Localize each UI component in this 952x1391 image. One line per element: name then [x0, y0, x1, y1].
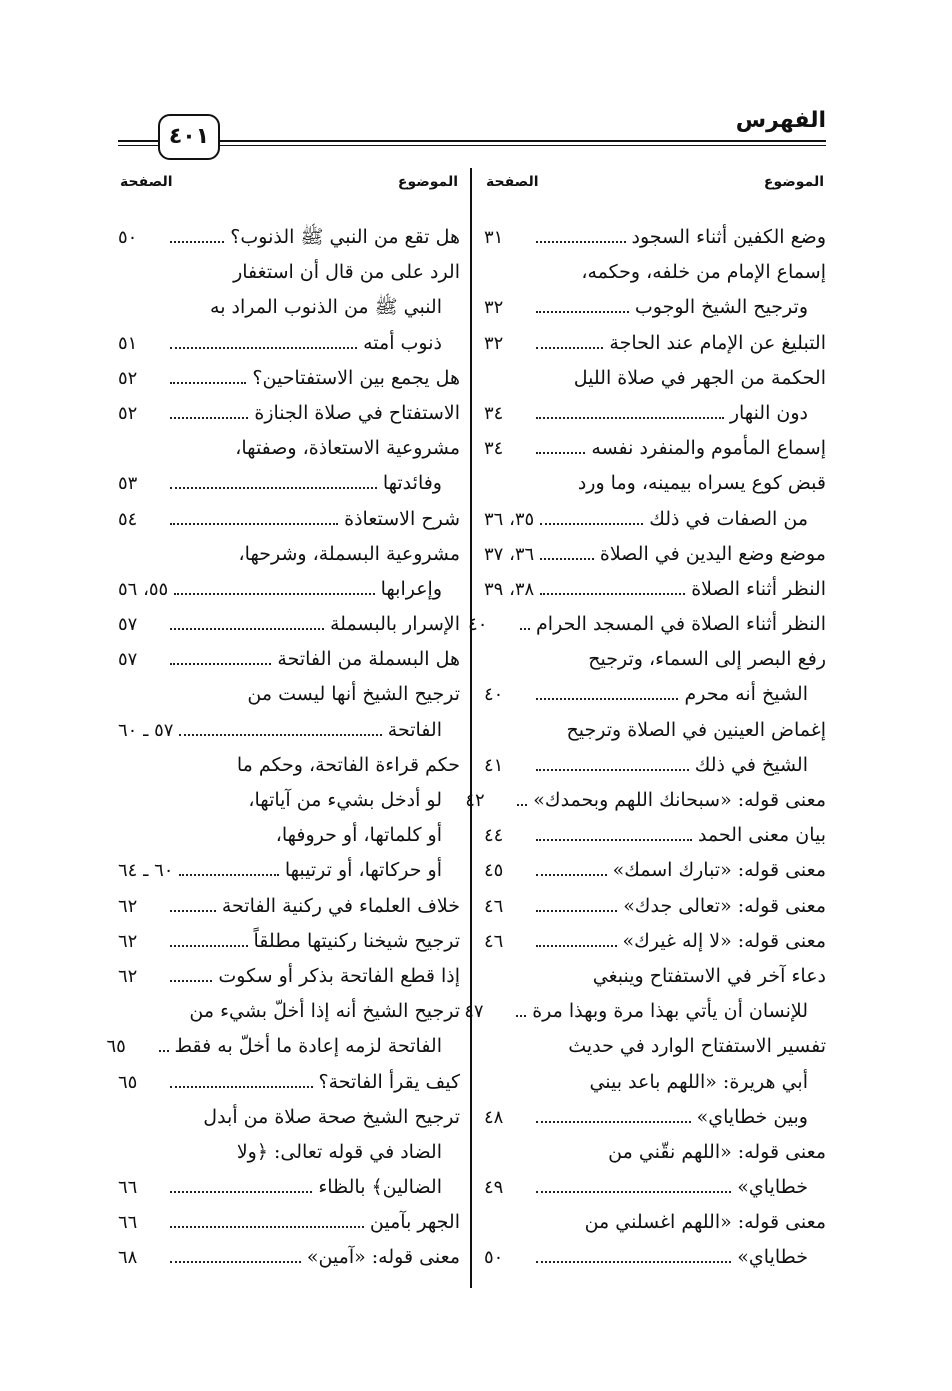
entry-line: [118, 677, 460, 712]
dot-leader: [170, 1226, 364, 1228]
dot-leader: [536, 698, 678, 700]
entry-topic-text: وضع الكفين أثناء السجود: [631, 226, 826, 248]
entry-line: [484, 642, 826, 677]
entry-topic-text: مشروعية الاستعاذة، وصفتها،: [235, 437, 460, 460]
entry-line: [118, 572, 460, 607]
dot-leader: [179, 734, 381, 736]
dot-leader: [170, 1261, 301, 1263]
entry-line: [118, 220, 460, 255]
entry-topic-text: خلاف العلماء في ركنية الفاتحة: [221, 894, 460, 917]
entry-line: [484, 220, 826, 255]
entry-topic-text: وفائدتها: [382, 472, 442, 495]
entry-line: [484, 255, 826, 290]
index-entry: [118, 889, 460, 924]
right-entry-list: [464, 220, 826, 1276]
entry-page-number: ٥٧ ـ ٦٠: [118, 719, 174, 741]
entry-line: [484, 853, 826, 888]
index-entry: [118, 1100, 460, 1206]
entry-topic-text: الضاد في قوله تعالى: ﴿ولا: [236, 1140, 442, 1163]
dot-leader: [540, 593, 685, 595]
index-entry: [118, 607, 460, 642]
entry-topic-text: ترجيح الشيخ أنه إذا أخلّ بشيء من: [189, 1000, 460, 1023]
index-entry: [118, 396, 460, 431]
index-entry: [118, 537, 460, 607]
entry-topic-text: الاستفتاح في صلاة الجنازة: [254, 401, 460, 424]
entry-line: [118, 783, 460, 818]
entry-topic-text: دعاء آخر في الاستفتاح وينبغي: [592, 964, 826, 987]
dot-leader: [174, 593, 374, 595]
entry-line: [484, 748, 826, 783]
entry-topic-text: إسماع الإمام من خلفه، وحكمه،: [581, 261, 826, 284]
entry-topic-text: من الصفات في ذلك: [649, 507, 808, 530]
entry-page-number: ٦٥: [106, 1036, 126, 1058]
entry-topic-text: وبين خطاياي»: [696, 1105, 808, 1128]
dot-leader: [159, 1050, 169, 1052]
entry-line: [484, 466, 826, 501]
entry-line: [484, 959, 826, 994]
entry-topic-text: كيف يقرأ الفاتحة؟: [318, 1070, 460, 1093]
column-divider: [470, 168, 472, 1288]
index-entry: [484, 431, 826, 466]
entry-line: [484, 537, 826, 572]
entry-page-number: ٥٢: [118, 402, 138, 424]
entry-line: [484, 1065, 826, 1100]
index-entry: [465, 783, 826, 818]
entry-topic-text: أو حركاتها، أو ترتيبها: [284, 859, 442, 882]
dot-leader: [536, 874, 607, 876]
entry-page-number: ٤٦: [484, 930, 504, 952]
entry-page-number: ٣٤: [484, 402, 504, 424]
index-entry: [118, 677, 460, 747]
entry-line: [118, 431, 460, 466]
entry-topic-text: التبليغ عن الإمام عند الحاجة: [609, 331, 826, 354]
entry-line: [118, 1240, 460, 1275]
dot-leader: [170, 347, 357, 349]
entry-line: [484, 572, 826, 607]
index-entry: [484, 642, 826, 712]
index-entry: [484, 466, 826, 536]
entry-line: [118, 748, 460, 783]
entry-line: [484, 1100, 826, 1135]
entry-line: [484, 1135, 826, 1170]
index-entry: [118, 1205, 460, 1240]
entry-line: [484, 713, 826, 748]
entry-line: [118, 502, 460, 537]
entry-page-number: ٣٢: [484, 297, 504, 319]
dot-leader: [536, 241, 626, 243]
entry-topic-text: الفاتحة: [387, 718, 442, 741]
entry-page-number: ٦٥: [118, 1071, 138, 1093]
entry-line: [484, 290, 826, 325]
index-entry: [484, 220, 826, 255]
dot-leader: [170, 663, 271, 665]
dot-leader: [536, 945, 617, 947]
entry-topic-text: هل البسملة من الفاتحة: [277, 648, 460, 671]
entry-topic-text: لو أدخل بشيء من آياتها،: [248, 789, 442, 811]
entry-line: [106, 1029, 460, 1064]
left-column-header: [118, 168, 460, 204]
index-entry: [484, 361, 826, 431]
index-entry: [118, 502, 460, 537]
right-column-header: [484, 168, 826, 204]
entry-topic-text: ترجيح شيخنا ركنيتها مطلقاً: [253, 929, 460, 952]
entry-topic-text: ترجيح الشيخ صحة صلاة من أبدل: [203, 1105, 460, 1128]
dot-leader: [170, 382, 246, 384]
index-entry: [118, 924, 460, 959]
entry-line: [484, 818, 826, 853]
entry-topic-text: الإسرار بالبسملة: [329, 613, 460, 636]
entry-topic-text: هل يجمع بين الاستفتاحين؟: [252, 366, 460, 389]
entry-page-number: ٣١: [484, 227, 504, 248]
dot-leader: [170, 980, 212, 982]
entry-line: [118, 959, 460, 994]
index-entry: [484, 713, 826, 783]
entry-line: [118, 994, 460, 1029]
entry-topic-text: معنى قوله: «آمين»: [306, 1246, 460, 1269]
entry-topic-text: النظر أثناء الصلاة في المسجد الحرام: [536, 613, 826, 636]
dot-leader: [170, 241, 224, 243]
entry-topic-text: أبي هريرة: «اللهم باعد بيني: [589, 1070, 808, 1093]
left-entry-list: [106, 220, 460, 1276]
entry-page-number: ٥٠: [484, 1247, 504, 1269]
dot-leader: [170, 1086, 313, 1088]
entry-line: [118, 1170, 460, 1205]
entry-topic-text: إغماض العينين في الصلاة وترجيح: [566, 718, 826, 741]
dot-leader: [170, 523, 338, 525]
entry-page-number: ٦٢: [118, 965, 138, 987]
topic-heading: الموضوع: [397, 174, 458, 190]
entry-line: [118, 889, 460, 924]
entry-line: [484, 1170, 826, 1205]
entry-page-number: ٤٧: [464, 1001, 484, 1023]
index-entry: [484, 818, 826, 853]
entry-line: [118, 1100, 460, 1135]
dot-leader: [536, 417, 724, 419]
entry-topic-text: الحكمة من الجهر في صلاة الليل: [573, 366, 826, 389]
entry-line: [484, 1240, 826, 1275]
entry-topic-text: تفسير الاستفتاح الوارد في حديث: [568, 1035, 826, 1058]
entry-page-number: ٦٢: [118, 895, 138, 917]
entry-line: [118, 1065, 460, 1100]
page-heading: الصفحة: [120, 174, 173, 190]
entry-page-number: ٣٥، ٣٦: [484, 508, 535, 530]
entry-page-number: ٣٤: [484, 438, 504, 460]
entry-line: [484, 1205, 826, 1240]
index-entry: [118, 255, 460, 361]
entry-topic-text: إسماع المأموم والمنفرد نفسه: [591, 437, 826, 460]
index-entry: [484, 889, 826, 924]
entry-topic-text: دون النهار: [729, 401, 808, 424]
entry-line: [118, 255, 460, 290]
dot-leader: [536, 311, 629, 313]
entry-topic-text: حكم قراءة الفاتحة، وحكم ما: [236, 753, 460, 776]
entry-page-number: ٤٢: [465, 790, 485, 811]
entry-page-number: ٥١: [118, 332, 138, 354]
dot-leader: [540, 558, 594, 560]
entry-topic-text: ذنوب أمته: [363, 331, 442, 354]
index-entry: [118, 361, 460, 396]
entry-page-number: ٥٢: [118, 367, 138, 389]
entry-topic-text: وترجيح الشيخ الوجوب: [634, 296, 808, 319]
index-entry: [118, 1240, 460, 1275]
entry-topic-text: معنى قوله: «لا إله غيرك»: [622, 929, 826, 952]
page-number-badge: ٤٠١: [158, 114, 220, 160]
entry-page-number: ٣٢: [484, 332, 504, 354]
entry-line: [468, 607, 826, 642]
dot-leader: [540, 523, 643, 525]
entry-line: [118, 713, 460, 748]
entry-line: [118, 1205, 460, 1240]
entry-page-number: ٥٣: [118, 473, 138, 495]
index-entry: [468, 607, 826, 642]
index-columns: [106, 168, 826, 1288]
entry-topic-text: معنى قوله: «اللهم نقّني من: [608, 1140, 826, 1163]
entry-line: [484, 677, 826, 712]
entry-line: [464, 994, 826, 1029]
entry-page-number: ٦٦: [118, 1212, 138, 1234]
page-header: [118, 104, 826, 154]
dot-leader: [170, 910, 216, 912]
dot-leader: [536, 1191, 731, 1193]
dot-leader: [170, 628, 324, 630]
topic-heading: الموضوع: [763, 174, 824, 190]
entry-page-number: ٥٥، ٥٦: [118, 578, 169, 600]
header-rule-thin: [118, 145, 826, 146]
index-entry: [118, 748, 460, 889]
dot-leader: [170, 1191, 312, 1193]
entry-topic-text: مشروعية البسملة، وشرحها،: [238, 542, 460, 565]
entry-line: [118, 396, 460, 431]
entry-topic-text: وإعرابها: [380, 577, 442, 600]
entry-line: [484, 502, 826, 537]
entry-topic-text: الفاتحة لزمه إعادة ما أخلّ به فقط: [174, 1035, 442, 1058]
entry-page-number: ٤٦: [484, 895, 504, 917]
entry-topic-text: هل تقع من النبي ﷺ الذنوب؟: [230, 226, 460, 248]
dot-leader: [520, 628, 530, 630]
dot-leader: [179, 874, 278, 876]
index-entry: [484, 572, 826, 607]
dot-leader: [170, 487, 377, 489]
index-entry: [118, 220, 460, 255]
dot-leader: [170, 417, 248, 419]
entry-page-number: ٦٠ ـ ٦٤: [118, 860, 174, 882]
entry-line: [118, 924, 460, 959]
entry-line: [118, 537, 460, 572]
entry-topic-text: خطاياي»: [737, 1246, 808, 1269]
index-entry: [484, 924, 826, 959]
page-heading: الصفحة: [486, 174, 539, 190]
entry-line: [118, 818, 460, 853]
running-title: الفهرس: [735, 108, 826, 133]
entry-page-number: ٥٧: [118, 614, 138, 636]
entry-topic-text: بيان معنى الحمد: [697, 824, 826, 847]
entry-line: [484, 889, 826, 924]
entry-line: [118, 853, 460, 888]
entry-topic-text: موضع وضع اليدين في الصلاة: [599, 542, 826, 565]
dot-leader: [536, 839, 692, 841]
entry-line: [484, 924, 826, 959]
entry-topic-text: أو كلماتها، أو حروفها،: [275, 824, 442, 847]
dot-leader: [517, 804, 527, 806]
index-entry: [484, 1205, 826, 1275]
index-entry: [118, 431, 460, 501]
entry-topic-text: الضالين﴾ بالظاء: [318, 1176, 442, 1199]
entry-page-number: ٥٧: [118, 649, 138, 671]
index-entry: [484, 1029, 826, 1135]
entry-page-number: ٣٨، ٣٩: [484, 578, 535, 600]
entry-topic-text: الشيخ في ذلك: [694, 753, 808, 776]
entry-line: [118, 642, 460, 677]
entry-topic-text: معنى قوله: «تعالى جدك»: [623, 894, 826, 917]
entry-page-number: ٤٥: [484, 860, 504, 882]
entry-line: [484, 431, 826, 466]
entry-topic-text: النظر أثناء الصلاة: [691, 577, 826, 600]
entry-topic-text: للإنسان أن يأتي بهذا مرة وبهذا مرة: [532, 1000, 808, 1023]
entry-topic-text: شرح الاستعاذة: [344, 507, 460, 530]
entry-page-number: ٣٦، ٣٧: [484, 543, 535, 565]
entry-page-number: ٤٠: [484, 684, 504, 706]
index-entry: [484, 326, 826, 361]
index-entry: [464, 959, 826, 1029]
index-entry: [484, 1135, 826, 1205]
left-column: [106, 168, 460, 1276]
index-entry: [484, 853, 826, 888]
entry-page-number: ٦٨: [118, 1247, 138, 1269]
entry-page-number: ٥٤: [118, 508, 138, 530]
entry-topic-text: ترجيح الشيخ أنها ليست من: [247, 683, 460, 706]
entry-line: [484, 361, 826, 396]
entry-topic-text: إذا قطع الفاتحة بذكر أو سكوت: [218, 964, 460, 987]
entry-line: [484, 326, 826, 361]
entry-page-number: ٥٠: [118, 227, 138, 248]
dot-leader: [536, 1121, 691, 1123]
entry-line: [118, 607, 460, 642]
entry-topic-text: معنى قوله: «تبارك اسمك»: [612, 859, 826, 882]
entry-page-number: ٤٩: [484, 1177, 504, 1199]
entry-line: [118, 326, 460, 361]
entry-page-number: ٤١: [484, 754, 504, 776]
index-entry: [484, 537, 826, 572]
entry-line: [484, 396, 826, 431]
entry-topic-text: الجهر بآمين: [369, 1211, 460, 1234]
entry-line: [118, 361, 460, 396]
index-entry: [484, 255, 826, 325]
dot-leader: [536, 452, 585, 454]
entry-page-number: ٤٨: [484, 1106, 504, 1128]
entry-topic-text: معنى قوله: «اللهم اغسلني من: [584, 1211, 826, 1234]
entry-page-number: ٤٠: [468, 614, 488, 636]
entry-line: [118, 1135, 460, 1170]
entry-line: [484, 1029, 826, 1064]
dot-leader: [536, 1261, 731, 1263]
entry-topic-text: معنى قوله: «سبحانك اللهم وبحمدك»: [533, 789, 826, 811]
index-entry: [106, 994, 460, 1064]
entry-line: [118, 290, 460, 325]
entry-topic-text: الرد على من قال أن استغفار: [233, 261, 460, 284]
header-rule: [118, 140, 826, 142]
entry-topic-text: رفع البصر إلى السماء، وترجيح: [588, 648, 826, 671]
index-entry: [118, 642, 460, 677]
entry-page-number: ٦٢: [118, 930, 138, 952]
dot-leader: [536, 910, 617, 912]
index-entry: [118, 1065, 460, 1100]
right-column: [464, 168, 826, 1276]
entry-line: [118, 466, 460, 501]
entry-line: [465, 783, 826, 818]
entry-page-number: ٤٤: [484, 825, 504, 847]
dot-leader: [170, 945, 248, 947]
entry-topic-text: قبض كوع يسراه بيمينه، وما ورد: [577, 472, 826, 495]
entry-topic-text: خطاياي»: [737, 1176, 808, 1199]
entry-topic-text: الشيخ أنه محرم: [684, 683, 808, 706]
index-entry: [118, 959, 460, 994]
entry-page-number: ٦٦: [118, 1177, 138, 1199]
dot-leader: [516, 1015, 526, 1017]
dot-leader: [536, 769, 689, 771]
entry-topic-text: النبي ﷺ من الذنوب المراد به: [210, 296, 442, 319]
dot-leader: [536, 347, 603, 349]
